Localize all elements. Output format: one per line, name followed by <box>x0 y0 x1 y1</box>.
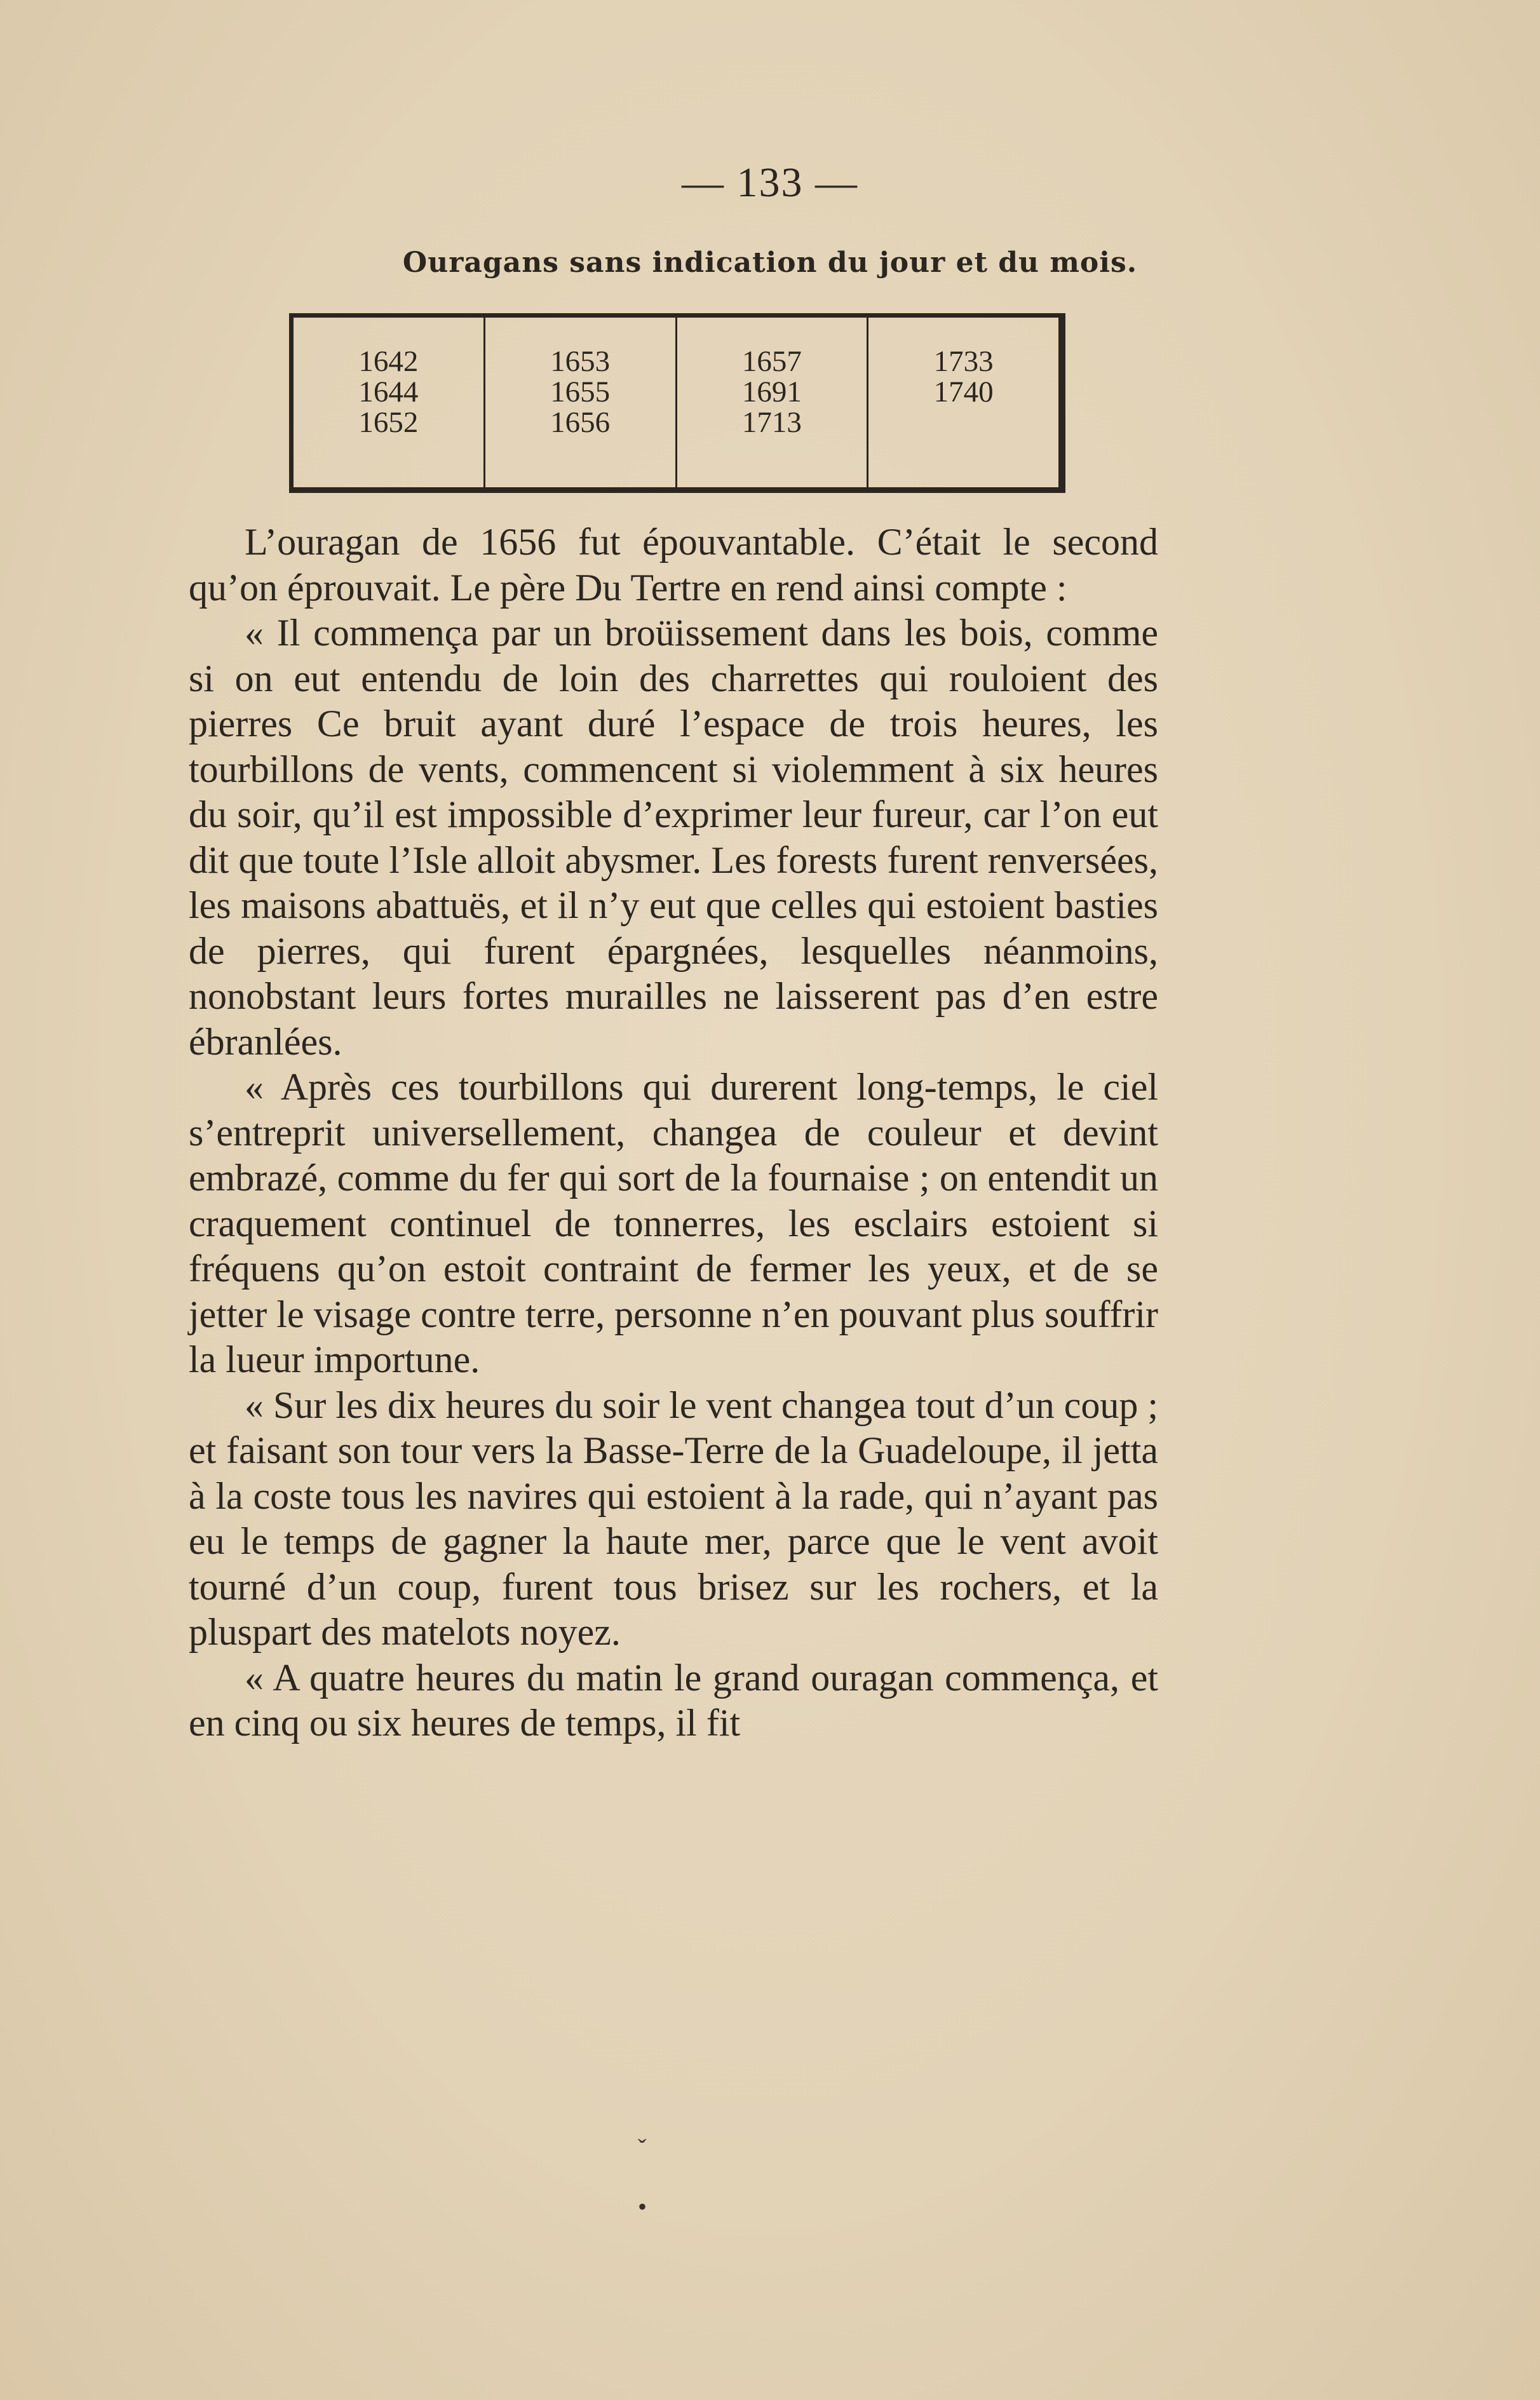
table-heading: Ouragans sans indication du jour et du mois. <box>402 246 1138 279</box>
table-column <box>677 318 869 487</box>
table-cell: 1656 <box>550 406 611 439</box>
table-cell: 1733 <box>933 345 994 378</box>
hurricane-years-table <box>289 313 1065 493</box>
table-cell: 1642 <box>358 345 419 378</box>
paragraph: « Sur les dix heures du soir le vent changea tout d’un coup ; et faisant son tour vers la Basse-Terre de la Guadeloupe, il jetta à la coste tous les navires qui estoient à la rade, qui n’ayant pas eu le temps de gagner la haute mer, parce que le vent avoit tourné d’un coup, furent tous brisez sur les rochers, et la pluspart des matelots noyez. <box>189 1384 1159 1653</box>
body-text <box>189 520 1158 1746</box>
ink-speck: ˇ <box>638 2134 647 2162</box>
ink-speck: • <box>638 2192 647 2221</box>
paragraph: L’ouragan de 1656 fut épouvantable. C’était le second qu’on éprouvait. Le père Du Tertre en rend ainsi compte : <box>189 521 1158 609</box>
table-cell: 1652 <box>358 406 419 439</box>
paragraph: « A quatre heures du matin le grand ouragan commença, et en cinq ou six heures de temps, il fit <box>189 1656 1158 1744</box>
table-cell: 1713 <box>741 406 802 439</box>
table-cell: 1655 <box>550 375 611 408</box>
page-number: — 133 — <box>682 159 858 206</box>
table-cell: 1657 <box>741 345 802 378</box>
table-column <box>294 318 485 487</box>
table-column <box>485 318 677 487</box>
table-cell: 1653 <box>550 345 611 378</box>
table-cell: 1691 <box>741 375 802 408</box>
table-cell: 1740 <box>933 375 994 408</box>
paragraph: « Après ces tourbillons qui durerent long-temps, le ciel s’entreprit universellement, changea de couleur et devint embrazé, comme du fer qui sort de la fournaise ; on entendit un craquement continuel de tonnerres, les esclairs estoient si fréquens qu’on estoit contraint de fermer les yeux, et de se jetter le visage contre terre, personne n’en pouvant plus souffrir la lueur importune. <box>189 1066 1158 1380</box>
table-column <box>868 318 1058 487</box>
paragraph: « Il commença par un broüissement dans les bois, comme si on eut entendu de loin des charrettes qui rouloient des pierres Ce bruit ayant duré l’espace de trois heures, les tourbillons de vents, commencent si violemment à six heures du soir, qu’il est impossible d’exprimer leur fureur, car l’on eut dit que toute l’Isle alloit abysmer. Les forests furent renversées, les maisons abattuës, et il n’y eut que celles qui estoient basties de pierres, qui furent épargnées, lesquelles néanmoins, nonobstant leurs fortes murailles ne laisserent pas d’en estre ébranlées. <box>189 612 1158 1063</box>
table-cell: 1644 <box>358 375 419 408</box>
